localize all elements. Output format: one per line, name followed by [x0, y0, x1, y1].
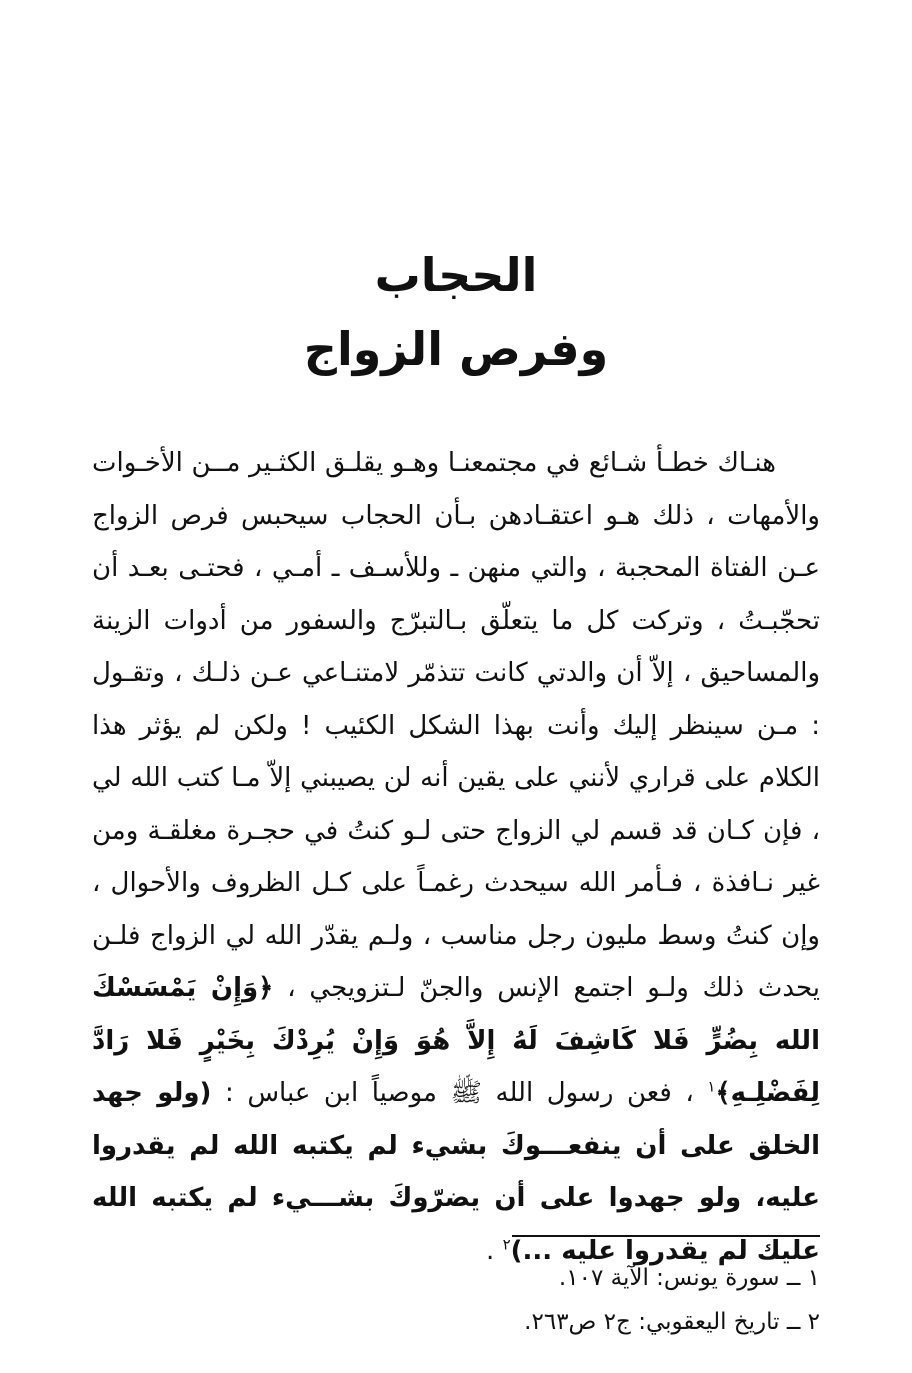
quran-verse: ﴿وَإِنْ يَمْسَسْكَ الله بِضُرٍّ فَلا كَاشِفَ لَهُ إِلاَّ هُوَ وَإِنْ يُرِدْكَ بِخَيْرٍ فَلا رَادَّ لِفَضْلِـهِ﴾ [92, 973, 820, 1108]
body-paragraph [92, 437, 820, 1277]
footnote-1: ١ ــ سورة يونس: الآية ١٠٧. [558, 1265, 820, 1291]
footnotes [92, 1256, 820, 1344]
chapter-title [0, 238, 912, 386]
chapter-title-line-2: وفرص الزواج [303, 322, 609, 376]
footnote-divider [512, 1235, 820, 1237]
footnote-ref-1: ١ [707, 1077, 716, 1096]
body-text-part-2: ، فعن رسول الله ﷺ موصياً ابن عباس : [211, 1078, 708, 1108]
body-text-part-1: هنـاك خطـأ شـائع في مجتمعنـا وهـو يقلـق الكثـير مــن الأخـوات والأمهات ، ذلك هـو اعتقـادهن بـأن الحجاب سيحبس فرص الزواج عـن الفتاة المحجبة ، والتي منهن ـ وللأسـف ـ أمـي ، فحتـى بعـد أن تحجّبـتُ ، وتركت كل ما يتعلّق بـالتبرّج والسفور من أدوات الزينة والمساحيق ، إلاّ أن والدتي كانت تتذمّر لامتنـاعي عـن ذلـك ، وتقـول : مـن سينظر إليك وأنت بهذا الشكل الكئيب ! ولكن لم يؤثر هذا الكلام على قراري لأنني على يقين أنه لن يصيبني إلاّ مـا كتب الله لي ، فإن كـان قد قسم لي الزواج حتى لـو كنتُ في حجـرة مغلقـة ومن غير نـافذة ، فـأمر الله سيحدث رغمـاً على كـل الظروف والأحوال ، وإن كنتُ وسط مليون رجل مناسب ، ولـم يقدّر الله لي الزواج فلـن يحدث ذلك ولـو اجتمع الإنس والجنّ لـتزويجي ، [92, 448, 820, 1003]
hadith-quote: (ولو جهد الخلق على أن ينفعـــوكَ بشيء لم يكتبه الله لم يقدروا عليه، ولو جهدوا على أن يضرّوكَ بشـــيء لم يكتبه الله عليك لم يقدروا عليه ...) [92, 1078, 820, 1266]
footnote-2: ٢ ــ تاريخ اليعقوبي: ج٢ ص٢٦٣. [524, 1309, 820, 1335]
footnote-ref-2: ٢ [502, 1234, 511, 1253]
chapter-title-line-1: الحجاب [374, 248, 538, 302]
body-text-end: . [486, 1235, 503, 1266]
